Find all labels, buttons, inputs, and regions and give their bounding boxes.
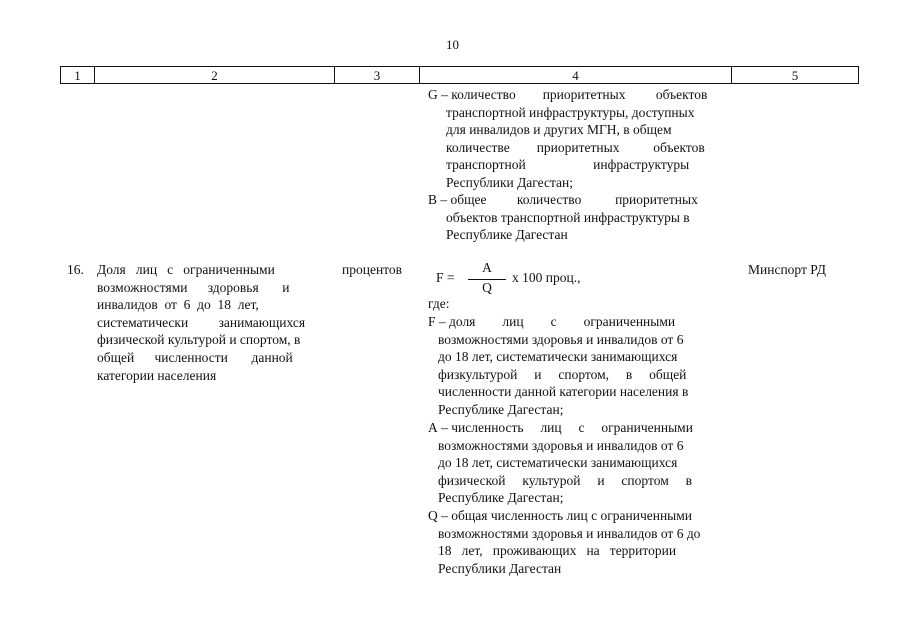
a-def-line: физической культурой и спортом в — [438, 472, 692, 488]
row-number: 16. — [67, 262, 84, 277]
header-row — [61, 67, 859, 84]
page-number: 10 — [446, 37, 459, 52]
column-number-5: 5 — [732, 67, 859, 84]
f-def-line: до 18 лет, систематически занимающихся — [438, 349, 678, 365]
q-definition — [428, 507, 724, 577]
formula-denominator: Q — [482, 280, 492, 295]
indicator-name-line: общей численности данной — [97, 349, 293, 365]
g-def-line: G – количество приоритетных объектов — [428, 87, 708, 102]
q-def-line: Q – общая численность лиц с ограниченными — [428, 508, 693, 523]
formula-lhs: F = — [436, 270, 455, 285]
f-def-line: возможностями здоровья и инвалидов от 6 — [438, 331, 684, 347]
formula-rest: х 100 проц., — [512, 270, 581, 285]
f-def-line: численности данной категории населения в — [438, 384, 689, 400]
g-def-line: Республики Дагестан; — [446, 174, 574, 190]
indicator-name-line: инвалидов от 6 до 18 лет, — [97, 297, 259, 313]
b-def-line: Республике Дагестан — [446, 227, 568, 243]
formula-numerator: A — [482, 260, 492, 275]
indicator-name-line: физической культурой и спортом, в — [97, 332, 301, 348]
a-def-line: возможностями здоровья и инвалидов от 6 — [438, 437, 684, 453]
column-number-3: 3 — [335, 67, 420, 84]
g-def-line: количестве приоритетных объектов — [446, 139, 705, 155]
column-number-2: 2 — [95, 67, 335, 84]
where-label: где: — [428, 296, 450, 311]
g-def-line: для инвалидов и других МГН, в общем — [446, 122, 672, 138]
f-def-line: Республике Дагестан; — [438, 401, 564, 417]
a-def-line: до 18 лет, систематически занимающихся — [438, 455, 678, 471]
a-def-line: Республике Дагестан; — [438, 490, 564, 506]
column-number-4: 4 — [420, 67, 732, 84]
f-definition — [428, 313, 724, 419]
responsible-authority: Минспорт РД — [748, 262, 826, 277]
indicator-name — [97, 261, 329, 384]
a-definition — [428, 419, 724, 507]
column-number-header — [60, 66, 859, 84]
b-def-line: объектов транспортной инфраструктуры в — [446, 209, 690, 225]
g-definition — [428, 86, 724, 192]
q-def-line: 18 лет, проживающих на территории — [438, 543, 677, 559]
b-definition — [428, 191, 724, 244]
indicator-name-line: систематически занимающихся — [97, 314, 306, 330]
indicator-name-line: возможностями здоровья и — [97, 279, 290, 295]
g-def-line: транспортной инфраструктуры, доступных — [446, 104, 695, 120]
column-number-1: 1 — [61, 67, 95, 84]
formula — [436, 260, 606, 300]
unit-of-measure: процентов — [342, 262, 403, 277]
indicator-name-line: категории населения — [97, 367, 217, 383]
q-def-line: Республики Дагестан — [438, 560, 562, 576]
f-def-line: физкультурой и спортом, в общей — [438, 366, 687, 382]
q-def-line: возможностями здоровья и инвалидов от 6 до — [438, 525, 701, 541]
f-def-line: F – доля лиц с ограниченными — [428, 314, 676, 329]
g-def-line: транспортной инфраструктуры — [446, 157, 690, 173]
a-def-line: А – численность лиц с ограниченными — [428, 420, 693, 435]
indicator-name-line: Доля лиц с ограниченными — [97, 262, 275, 277]
b-def-line: В – общее количество приоритетных — [428, 192, 698, 207]
